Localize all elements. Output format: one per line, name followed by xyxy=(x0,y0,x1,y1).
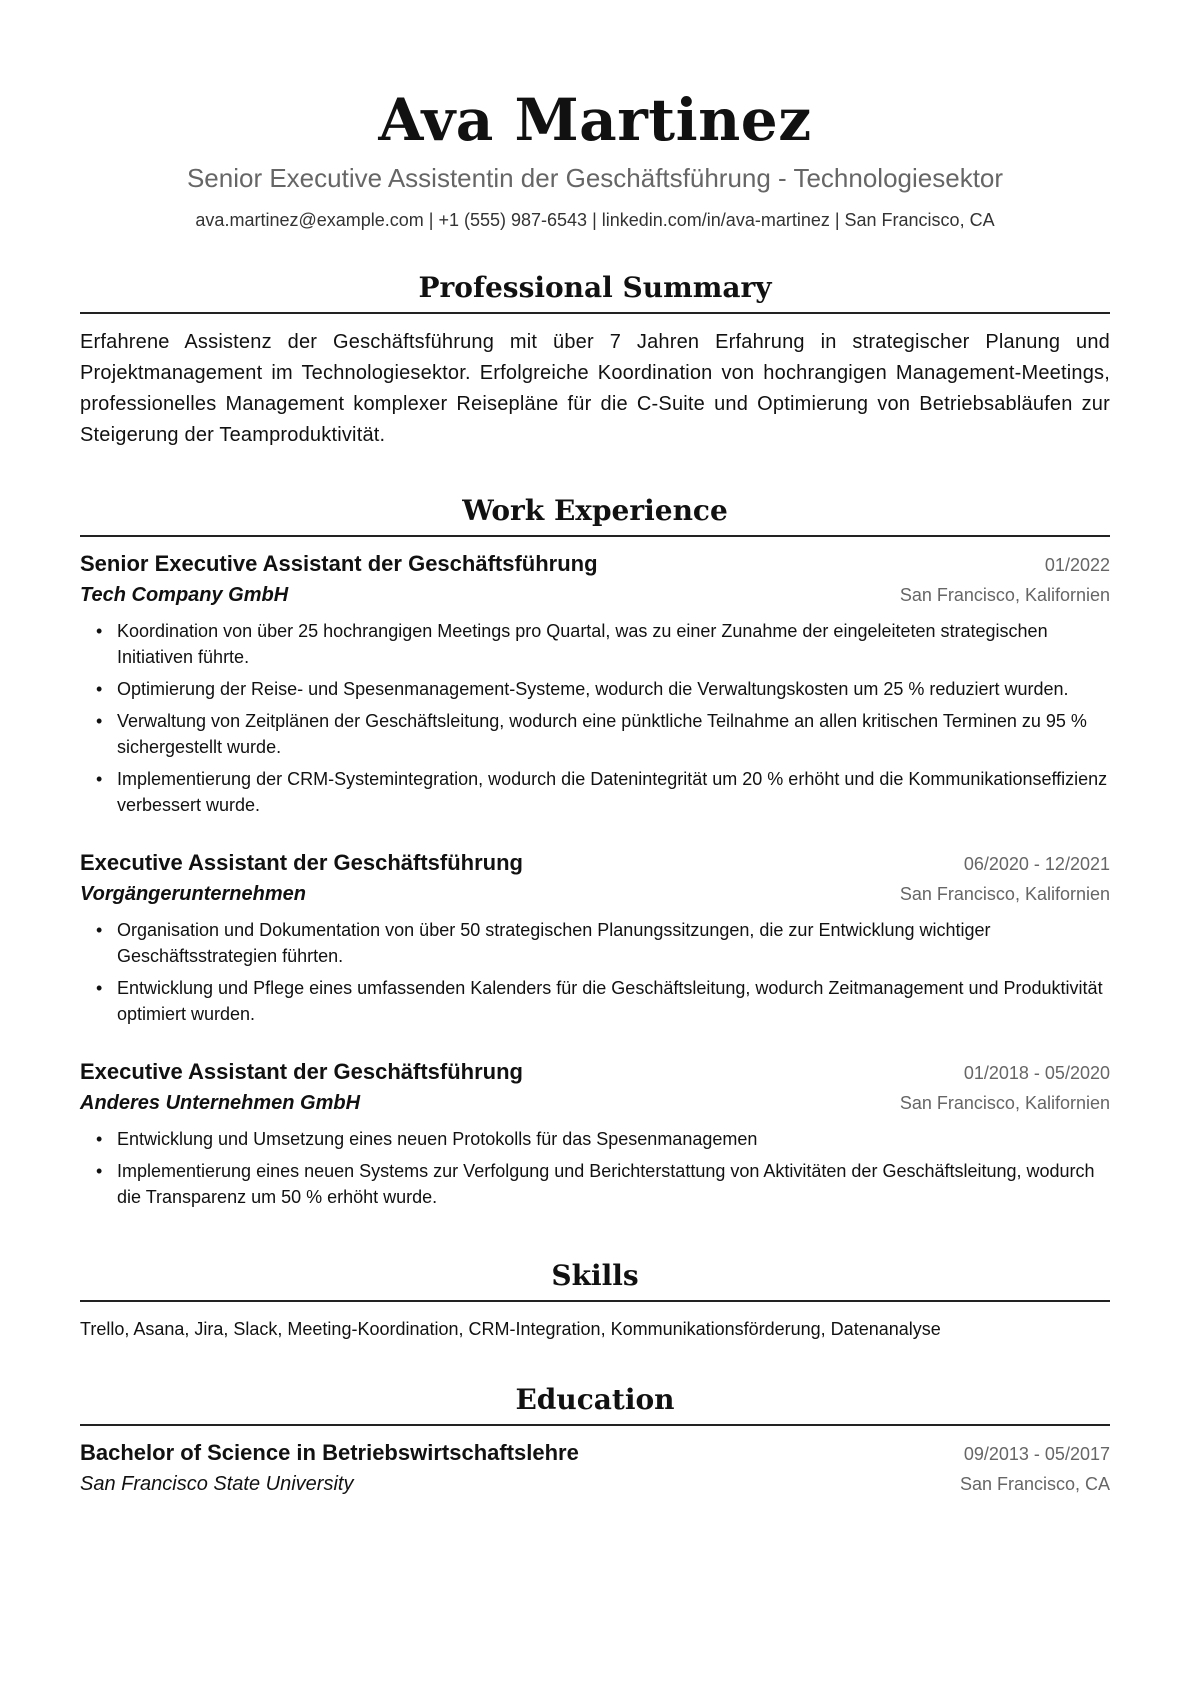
bullet-item: • Implementierung eines neuen Systems zur Verfolgung und Berichterstattung von Aktivitäten der Geschäftsleitung, wodurch die Transparenz um 50 % erhöht wurde. xyxy=(117,1158,1110,1210)
job-bullets xyxy=(80,618,1110,818)
job-role: Executive Assistant der Geschäftsführung xyxy=(80,850,523,875)
experience-section xyxy=(80,493,1110,1210)
education-location: San Francisco, CA xyxy=(959,1474,1110,1494)
bullet-item: • Optimierung der Reise- und Spesenmanagement-Systeme, wodurch die Verwaltungskosten um 25 % reduziert wurden. xyxy=(117,676,1110,702)
job-company: Anderes Unternehmen GmbH xyxy=(80,1092,361,1114)
bullet-item: • Implementierung der CRM-Systemintegration, wodurch die Datenintegrität um 20 % erhöht und die Kommunikationseffizienz verbessert wurde. xyxy=(117,766,1110,818)
job-entry xyxy=(80,1057,1110,1210)
job-location: San Francisco, Kalifornien xyxy=(899,884,1110,904)
job-company: Tech Company GmbH xyxy=(80,584,289,606)
summary-section xyxy=(80,270,1110,451)
skills-list: Trello, Asana, Jira, Slack, Meeting-Koordination, CRM-Integration, Kommunikationsförderung, Datenanalyse xyxy=(80,1319,941,1339)
summary-text: Erfahrene Assistenz der Geschäftsführung mit über 7 Jahren Erfahrung in strategischer Planung und Projektmanagement im Technologiesektor. Erfolgreiche Koordination von hochrangigen Management-Meetings, professionelles Management komplexer Reisepläne für die C-Suite und Optimierung von Betriebsabläufen zur Steigerung der Teamproduktivität. xyxy=(80,331,1110,446)
job-role: Executive Assistant der Geschäftsführung xyxy=(80,1059,523,1084)
education-entry xyxy=(80,1438,1110,1499)
education-date: 09/2013 - 05/2017 xyxy=(963,1444,1110,1464)
education-section xyxy=(80,1382,1110,1499)
bullet-item: • Entwicklung und Umsetzung eines neuen Protokolls für das Spesenmanagemen xyxy=(117,1126,1110,1152)
job-company: Vorgängerunternehmen xyxy=(80,883,306,905)
job-entry xyxy=(80,848,1110,1027)
job-date: 01/2022 xyxy=(1044,555,1110,575)
bullet-item: • Koordination von über 25 hochrangigen Meetings pro Quartal, was zu einer Zunahme der eingeleiteten strategischen Initiativen führte. xyxy=(117,618,1110,670)
education-heading: Education xyxy=(80,1382,1110,1426)
degree-title: Bachelor of Science in Betriebswirtschaftslehre xyxy=(80,1440,579,1465)
job-entry xyxy=(80,549,1110,818)
skills-section xyxy=(80,1258,1110,1342)
headline: Senior Executive Assistentin der Geschäftsführung - Technologiesektor xyxy=(186,163,1004,193)
job-bullets xyxy=(80,917,1110,1027)
bullet-item: • Organisation und Dokumentation von über 50 strategischen Planungssitzungen, die zur Entwicklung wichtiger Geschäftsstrategien führten. xyxy=(117,917,1110,969)
candidate-name: Ava Martinez xyxy=(378,86,812,154)
bullet-item: • Entwicklung und Pflege eines umfassenden Kalenders für die Geschäftsleitung, wodurch Zeitmanagement und Produktivität optimiert wurden. xyxy=(117,975,1110,1027)
job-date: 01/2018 - 05/2020 xyxy=(963,1063,1110,1083)
experience-heading: Work Experience xyxy=(80,493,1110,537)
contact-line: ava.martinez@example.com | +1 (555) 987-6543 | linkedin.com/in/ava-martinez | San Francisco, CA xyxy=(195,210,995,230)
skills-heading: Skills xyxy=(80,1258,1110,1302)
school-name: San Francisco State University xyxy=(80,1473,354,1495)
job-location: San Francisco, Kalifornien xyxy=(899,1093,1110,1113)
bullet-item: • Verwaltung von Zeitplänen der Geschäftsleitung, wodurch eine pünktliche Teilnahme an allen kritischen Terminen zu 95 % sichergestellt wurde. xyxy=(117,708,1110,760)
job-role: Senior Executive Assistant der Geschäftsführung xyxy=(80,551,598,576)
summary-heading: Professional Summary xyxy=(80,270,1110,314)
job-date: 06/2020 - 12/2021 xyxy=(963,854,1110,874)
job-location: San Francisco, Kalifornien xyxy=(899,585,1110,605)
job-bullets xyxy=(80,1126,1110,1210)
